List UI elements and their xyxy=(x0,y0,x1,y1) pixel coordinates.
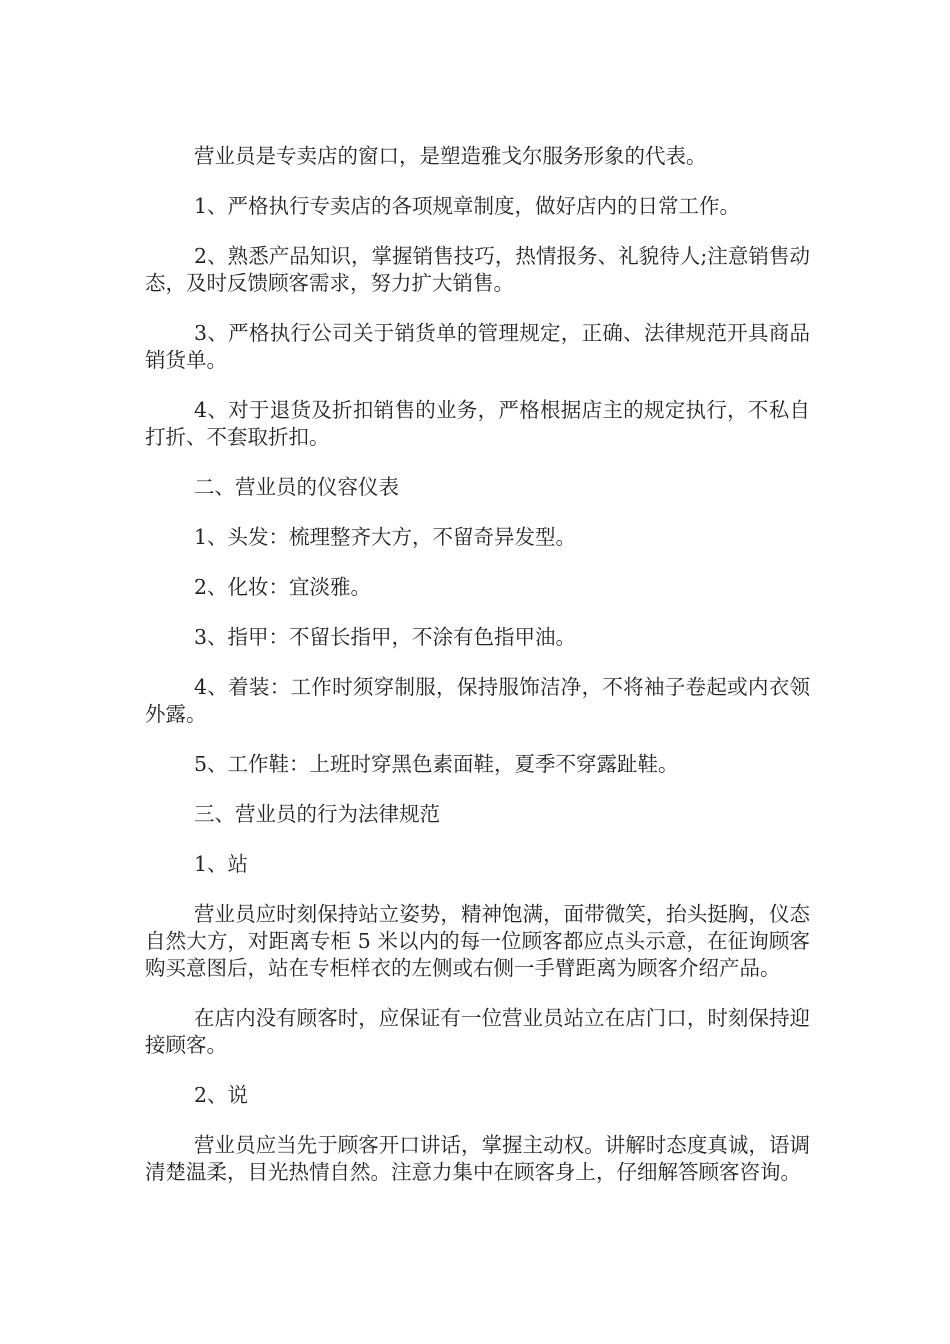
appearance-item-nails: 3、指甲：不留长指甲，不涂有色指甲油。 xyxy=(194,625,577,649)
stand-paragraph-2: 在店内没有顾客时，应保证有一位营业员站立在店门口，时刻保持迎接顾客。 xyxy=(145,1006,810,1057)
intro-paragraph: 营业员是专卖店的窗口，是塑造雅戈尔服务形象的代表。 xyxy=(194,144,707,168)
stand-paragraph-1: 营业员应时刻保持站立姿势，精神饱满，面带微笑，抬头挺胸，仪态自然大方，对距离专柜 5 米以内的每一位顾客都应点头示意，在征询顾客购买意图后，站在专柜样衣的左侧或右侧一手臂距离为顾客介绍产品。 xyxy=(145,902,810,980)
behavior-subheading-speak: 2、说 xyxy=(194,1083,249,1107)
section-heading-appearance: 二、营业员的仪容仪表 xyxy=(194,475,399,499)
duty-item-3: 3、严格执行公司关于销货单的管理规定，正确、法律规范开具商品销货单。 xyxy=(145,321,810,372)
document-body xyxy=(145,143,810,1209)
duty-item-4: 4、对于退货及折扣销售的业务，严格根据店主的规定执行，不私自打折、不套取折扣。 xyxy=(145,398,810,449)
appearance-item-clothing: 4、着装：工作时须穿制服，保持服饰洁净，不将袖子卷起或内衣领外露。 xyxy=(145,675,810,726)
behavior-subheading-stand: 1、站 xyxy=(194,852,249,876)
duty-item-1: 1、严格执行专卖店的各项规章制度，做好店内的日常工作。 xyxy=(194,194,741,218)
appearance-item-hair: 1、头发：梳理整齐大方，不留奇异发型。 xyxy=(194,525,577,549)
section-heading-behavior: 三、营业员的行为法律规范 xyxy=(194,802,440,826)
duty-item-2: 2、熟悉产品知识，掌握销售技巧，热情报务、礼貌待人;注意销售动态，及时反馈顾客需求，努力扩大销售。 xyxy=(145,244,810,295)
speak-paragraph-1: 营业员应当先于顾客开口讲话，掌握主动权。讲解时态度真诚，语调清楚温柔，目光热情自然。注意力集中在顾客身上，仔细解答顾客咨询。 xyxy=(145,1133,810,1184)
appearance-item-shoes: 5、工作鞋：上班时穿黑色素面鞋，夏季不穿露趾鞋。 xyxy=(194,752,679,776)
appearance-item-makeup: 2、化妆：宜淡雅。 xyxy=(194,575,372,599)
